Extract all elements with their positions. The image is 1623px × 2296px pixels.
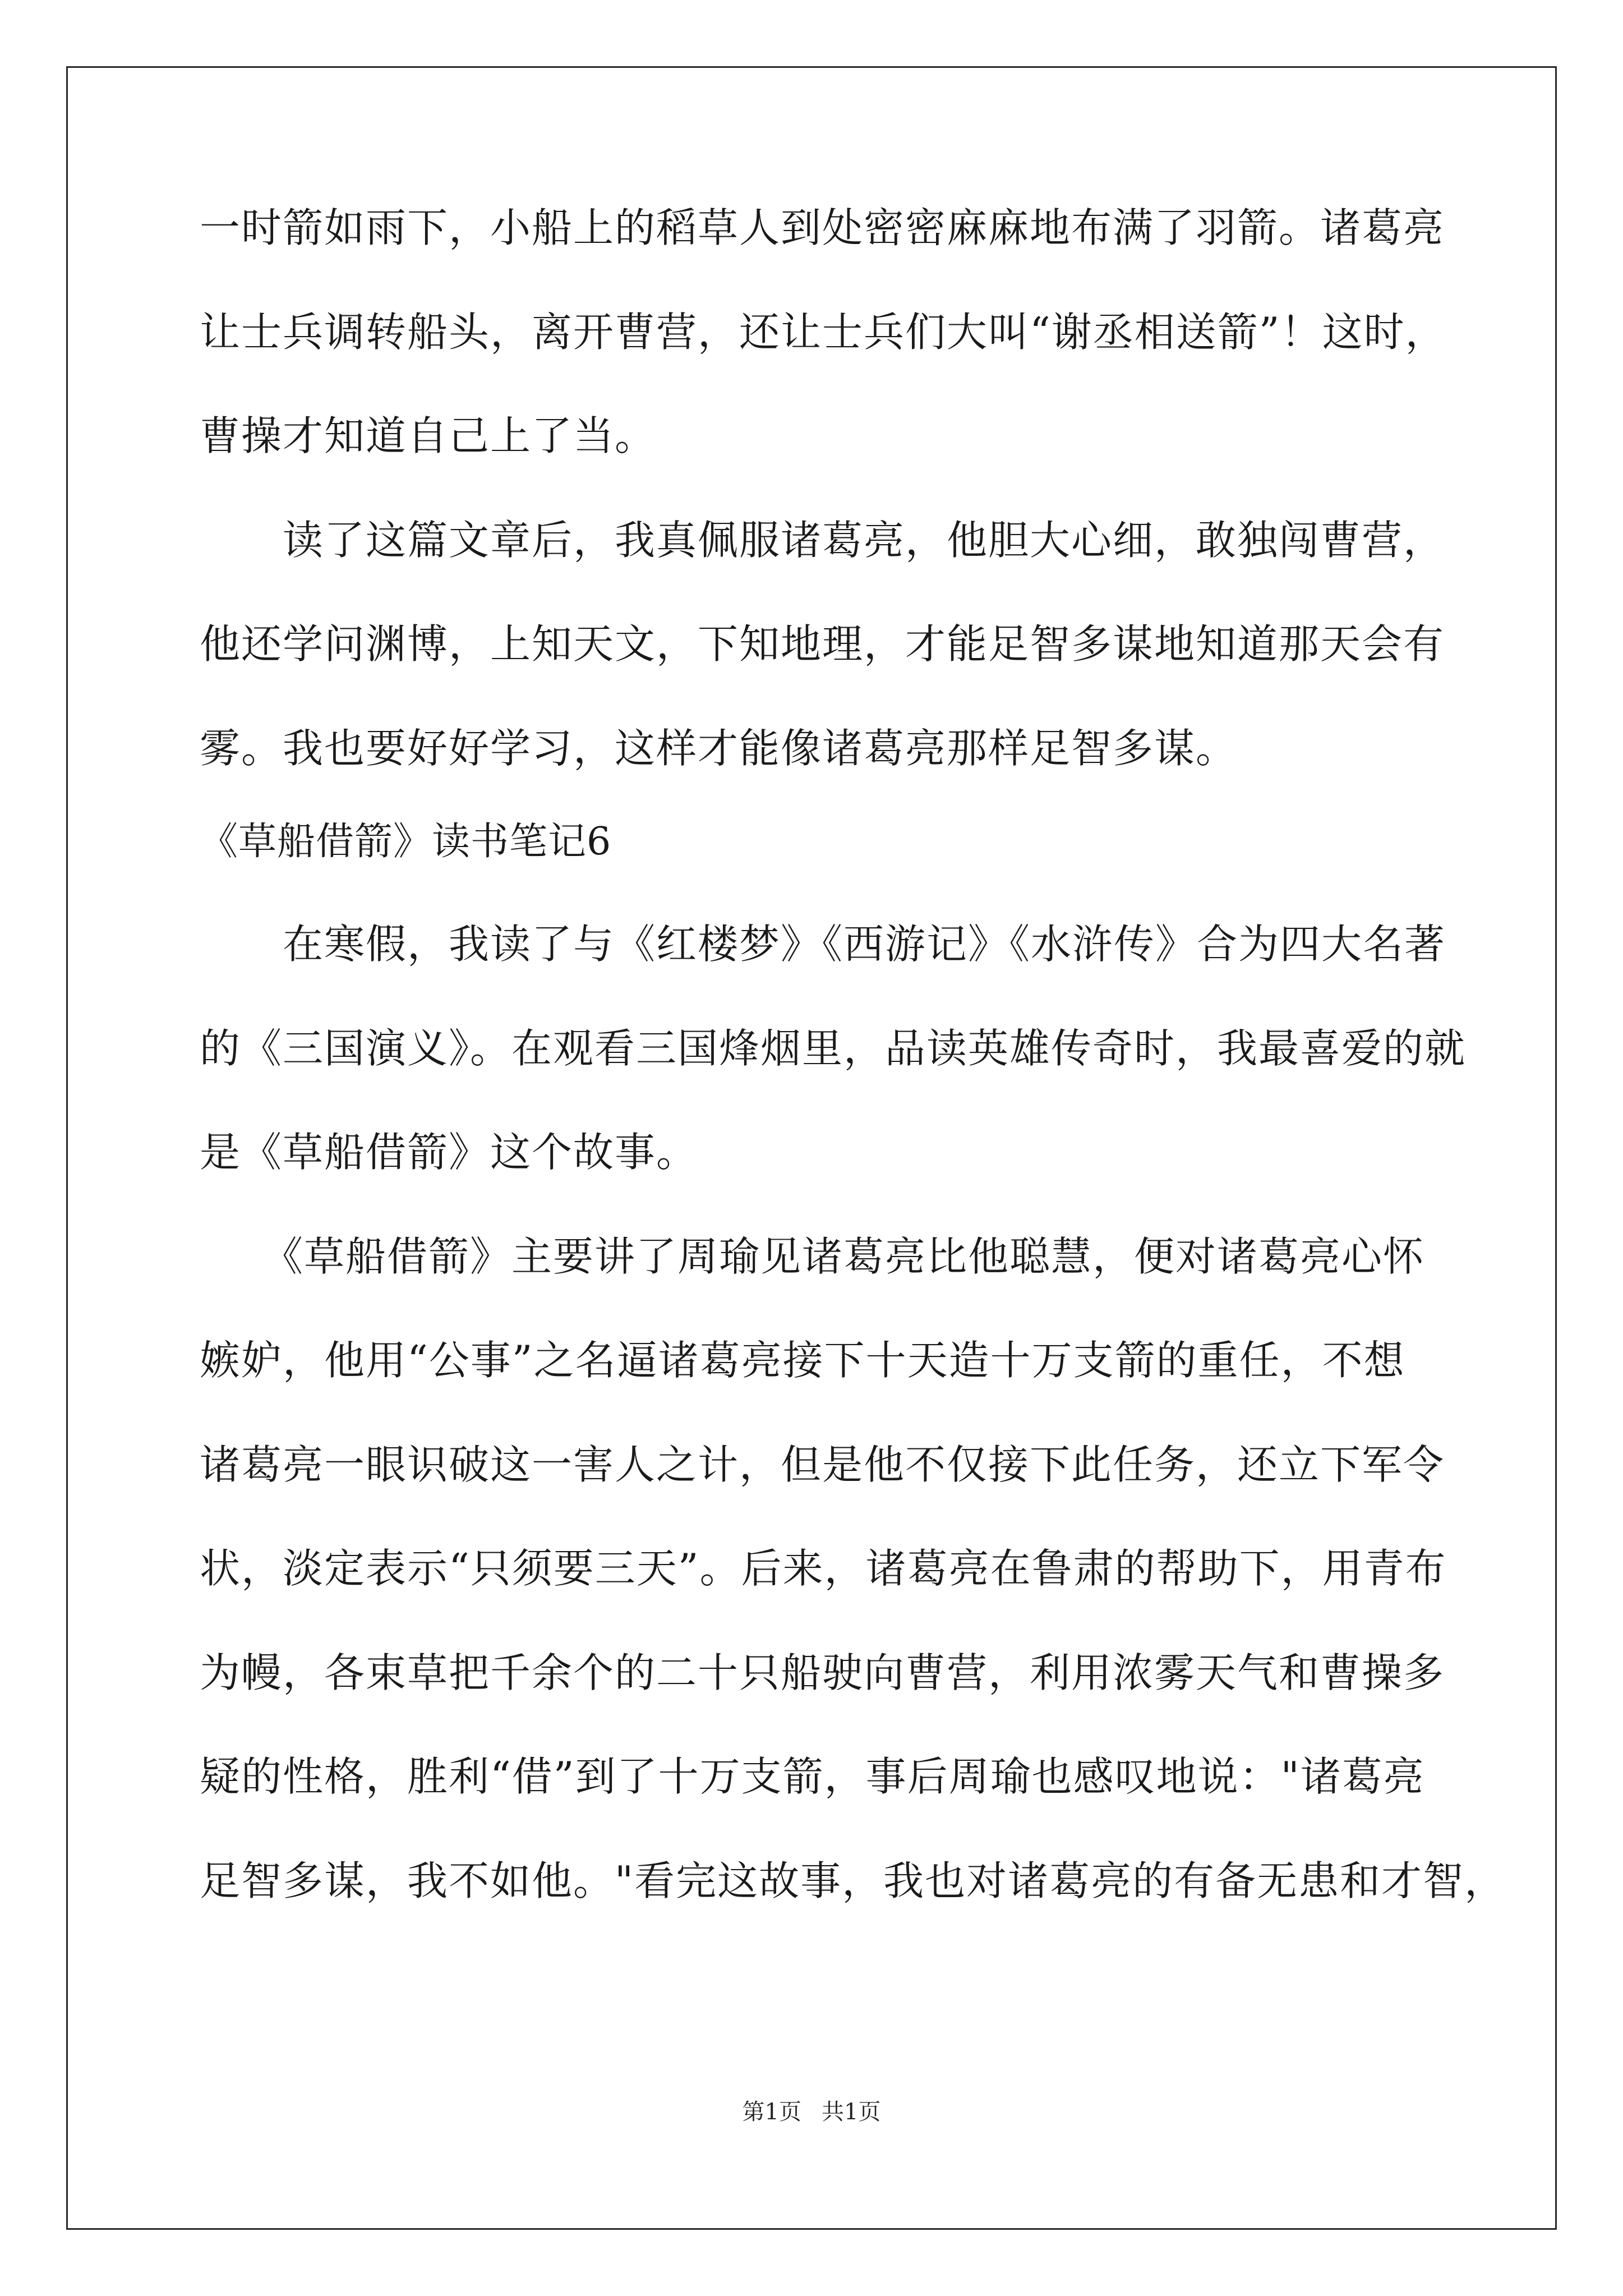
text-line: 状，淡定表示“只须要三天”。后来，诸葛亮在鲁肃的帮助下，用青布 <box>200 1545 1447 1592</box>
page-total: 共1页 <box>822 2099 881 2125</box>
page-number: 第1页 <box>742 2099 801 2125</box>
document-body <box>200 204 1506 1904</box>
text-line: 诸葛亮一眼识破这一害人之计，但是他不仅接下此任务，还立下军令 <box>200 1441 1445 1488</box>
text-line: 足智多谋，我不如他。"看完这故事，我也对诸葛亮的有备无患和才智， <box>200 1857 1506 1904</box>
text-line: 《草船借箭》主要讲了周瑜见诸葛亮比他聪慧，便对诸葛亮心怀 <box>200 1233 1425 1280</box>
text-line: 读了这篇文章后，我真佩服诸葛亮，他胆大心细，敢独闯曹营， <box>200 517 1445 564</box>
text-line: 为幔，各束草把千余个的二十只船驶向曹营，利用浓雾天气和曹操多 <box>200 1649 1445 1696</box>
section-heading: 《草船借箭》读书笔记6 <box>200 820 612 864</box>
text-line: 雾。我也要好好学习，这样才能像诸葛亮那样足智多谋。 <box>200 725 1238 772</box>
text-line: 在寒假，我读了与《红楼梦》《西游记》《水浒传》合为四大名著 <box>200 921 1446 968</box>
text-line: 的《三国演义》。在观看三国烽烟里，品读英雄传奇时，我最喜爱的就 <box>200 1025 1467 1072</box>
text-line: 让士兵调转船头，离开曹营，还让士兵们大叫“谢丞相送箭”！这时， <box>200 309 1447 356</box>
text-line: 一时箭如雨下，小船上的稻草人到处密密麻麻地布满了羽箭。诸葛亮 <box>200 204 1445 251</box>
text-line: 曹操才知道自己上了当。 <box>200 412 657 459</box>
text-line: 嫉妒，他用“公事”之名逼诸葛亮接下十天造十万支箭的重任，不想 <box>200 1337 1405 1384</box>
text-line: 疑的性格，胜利“借”到了十万支箭，事后周瑜也感叹地说："诸葛亮 <box>200 1753 1425 1800</box>
page-footer <box>0 2101 1623 2123</box>
text-line: 是《草船借箭》这个故事。 <box>200 1129 698 1176</box>
text-line: 他还学问渊博，上知天文，下知地理，才能足智多谋地知道那天会有 <box>200 620 1445 668</box>
